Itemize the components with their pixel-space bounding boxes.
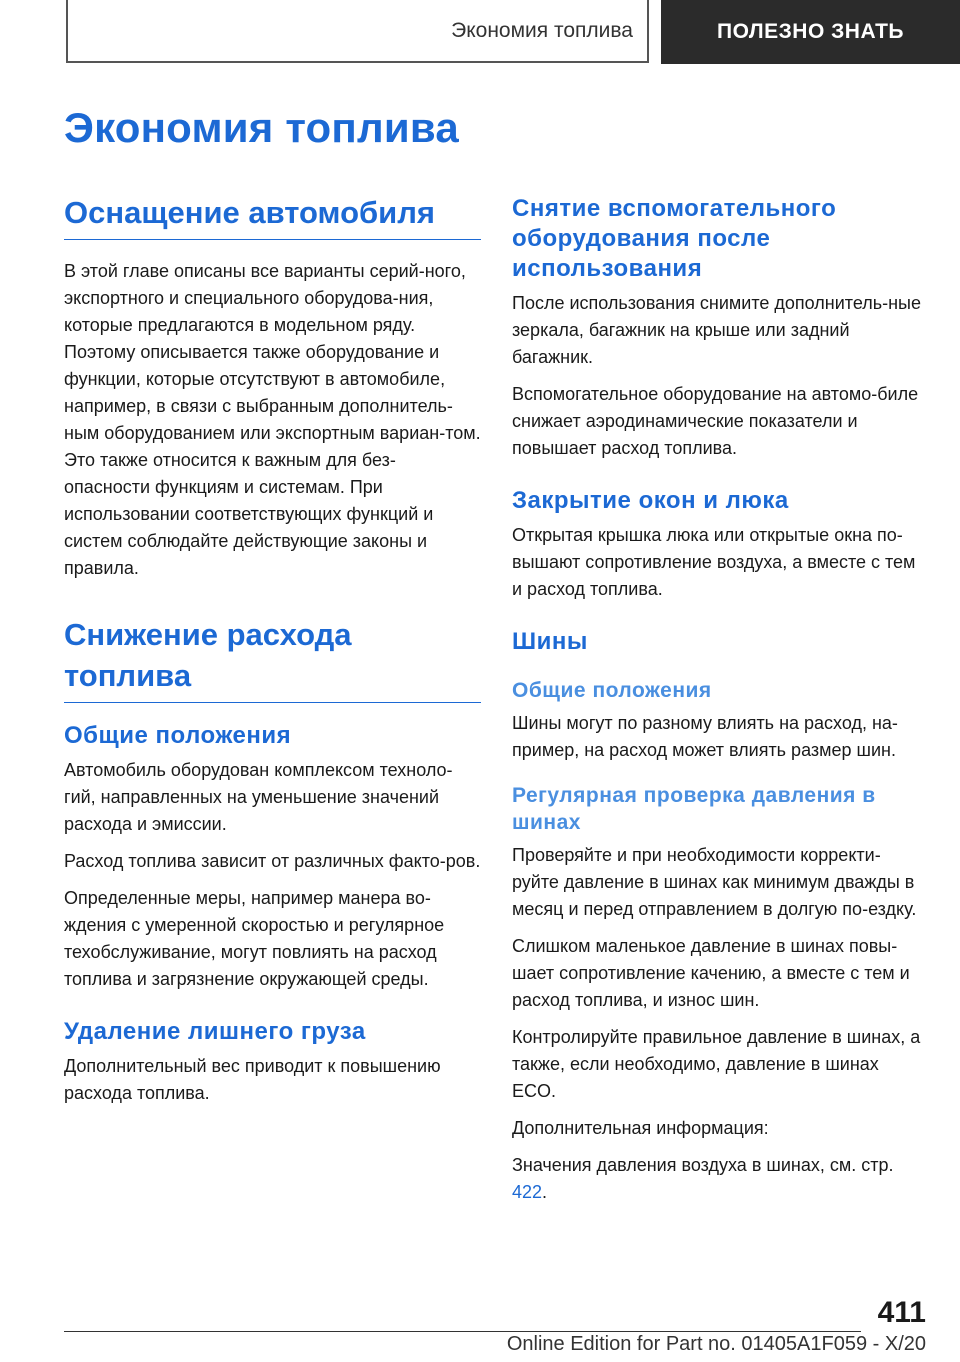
subsubheading-tire-pressure: Регулярная проверка давления в шинах <box>512 784 876 834</box>
subsubheading-general: Общие положения <box>512 679 712 702</box>
right-column <box>512 194 926 1216</box>
paragraph: В этой главе описаны все варианты серий-ного, экспортного и специального оборудова-ния, которые предлагаются в модельном ряду. Поэтому описывается также оборудование и функции, которые отсутствуют в автомобиле, например, в связи с выбранным дополнитель-ным оборудованием или экспортным вариан-том. Это также относится к важным для без-опасности функциям и системам. При использовании соответствующих функций и систем соблюдайте действующие законы и правила. <box>64 261 481 578</box>
page-number: 411 <box>877 1296 926 1329</box>
section-tab-label: ПОЛЕЗНО ЗНАТЬ <box>717 20 904 43</box>
subheading-general: Общие положения <box>64 722 292 749</box>
chapter-tab[interactable] <box>66 0 649 63</box>
paragraph: Расход топлива зависит от различных факто-ров. <box>64 851 481 871</box>
paragraph: Слишком маленькое давление в шинах повы-шает сопротивление качению, а вместе с тем и расход топлива, и износ шин. <box>512 936 910 1010</box>
footer-edition: Online Edition for Part no. 01405A1F059 - X/20 <box>506 1333 926 1355</box>
paragraph: Дополнительная информация: <box>512 1118 769 1138</box>
left-column <box>64 192 481 1117</box>
heading-reduce-consumption: Снижение расхода топлива <box>64 617 352 693</box>
paragraph: После использования снимите дополнитель-ные зеркала, багажник на крыше или задний багажник. <box>512 293 922 367</box>
heading-rule <box>64 239 481 240</box>
pressure-ref-end: . <box>542 1182 548 1202</box>
paragraph: Открытая крышка люка или открытые окна по-вышают сопротивление воздуха, а вместе с тем и расход топлива. <box>512 525 916 599</box>
paragraph: Определенные меры, например манера во-ждения с умеренной скоростью и регулярное техобслуживание, могут повлиять на расход топлива и загрязнение окружающей среды. <box>64 888 445 989</box>
header-bar <box>0 0 960 66</box>
footer-rule <box>64 1331 861 1332</box>
section-tab[interactable] <box>661 0 960 64</box>
chapter-tab-label: Экономия топлива <box>451 18 633 42</box>
subheading-remove-load: Удаление лишнего груза <box>64 1018 366 1045</box>
page-link-422[interactable]: 422 <box>512 1182 543 1202</box>
paragraph: Контролируйте правильное давление в шинах, а также, если необходимо, давление в шинах ECO. <box>512 1027 921 1101</box>
pressure-ref-text: Значения давления воздуха в шинах, см. стр. <box>512 1155 894 1175</box>
heading-rule <box>64 702 481 703</box>
subheading-tires: Шины <box>512 628 588 655</box>
subheading-close-windows: Закрытие окон и люка <box>512 487 789 514</box>
paragraph: Шины могут по разному влиять на расход, на-пример, на расход может влиять размер шин. <box>512 713 898 760</box>
paragraph: Автомобиль оборудован комплексом техноло-гий, направленных на уменьшение значений расхода и эмиссии. <box>64 760 453 834</box>
paragraph: Дополнительный вес приводит к повышению расхода топлива. <box>64 1056 441 1103</box>
subheading-remove-accessories: Снятие вспомогательного оборудования после использования <box>512 195 837 282</box>
page-title: Экономия топлива <box>64 104 459 151</box>
heading-vehicle-equipment: Оснащение автомобиля <box>64 195 435 230</box>
paragraph: Проверяйте и при необходимости корректи-руйте давление в шинах как минимум дважды в месяц и перед отправлением в долгую по-ездку. <box>512 845 917 919</box>
paragraph: Вспомогательное оборудование на автомо-биле снижает аэродинамические показатели и повышает расход топлива. <box>512 384 919 458</box>
paragraph-with-link <box>512 1152 926 1206</box>
